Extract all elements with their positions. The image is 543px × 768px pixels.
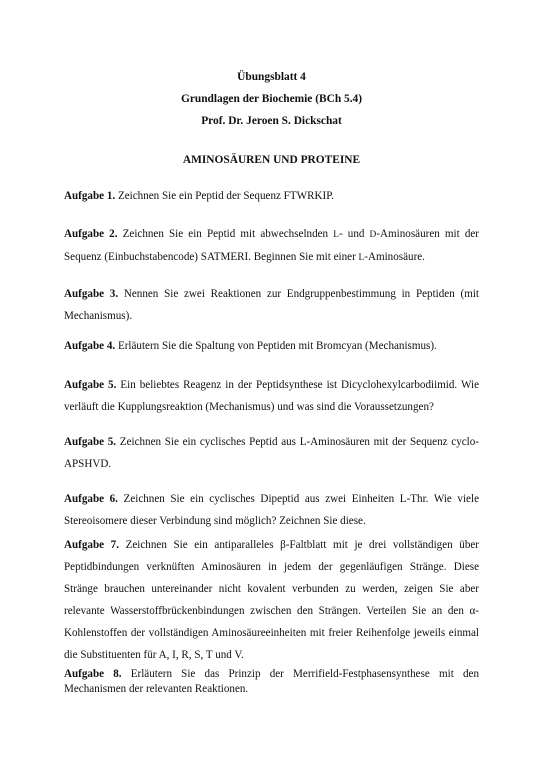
task-text: Zeichnen Sie ein Peptid mit abwechselnden	[117, 228, 334, 240]
author-name: Prof. Dr. Jeroen S. Dickschat	[201, 115, 342, 127]
task-label: Aufgabe 2.	[64, 228, 118, 240]
task-text: -Aminosäuren mit der Sequenz (Einbuchstabencode) SATMERI. Beginnen Sie mit einer	[64, 228, 479, 263]
task-text: Erläutern Sie das Prinzip der Merrifield-Festphasensynthese mit den Mechanismen der relevanten Reaktionen.	[64, 668, 479, 695]
task-5a	[64, 374, 479, 418]
task-label: Aufgabe 5.	[64, 379, 117, 391]
task-5b	[64, 431, 479, 475]
task-text: - und	[338, 228, 370, 240]
task-text: Zeichnen Sie ein Peptid der Sequenz FTWRKIP.	[115, 190, 334, 202]
stereo-descriptor: L	[333, 230, 339, 240]
task-text: Erläutern Sie die Spaltung von Peptiden mit Bromcyan (Mechanismus).	[115, 340, 437, 352]
task-3	[64, 283, 479, 327]
task-8	[64, 667, 479, 697]
task-text: Zeichnen Sie ein cyclisches Dipeptid aus zwei Einheiten L-Thr. Wie viele Stereoisomere dieser Verbindung sind möglich? Zeichnen Sie diese.	[64, 493, 479, 527]
course-title: Grundlagen der Biochemie (BCh 5.4)	[180, 93, 363, 105]
task-label: Aufgabe 5.	[64, 436, 117, 448]
task-text: Zeichnen Sie ein antiparalleles β-Faltblatt mit je drei vollständigen über Peptidbindungen verknüften Aminosäuren in jedem der gegenläufigen Stränge. Diese Stränge brauchen untereinander nicht kovalent verbunden zu werden, zeigen Sie aber relevante Wasserstoffbrückenbindungen zwischen den Strängen. Verteilen Sie an den α-Kohlenstoffen der vollständigen Aminosäureeinheiten mit freier Reihenfolge jeweils einmal die Substituenten für A, I, R, S, T und V.	[64, 539, 479, 661]
task-label: Aufgabe 3.	[64, 288, 119, 300]
task-text: -Aminosäure.	[364, 251, 425, 263]
task-label: Aufgabe 7.	[64, 539, 119, 551]
section-title: AMINOSÄUREN UND PROTEINE	[182, 154, 361, 166]
task-6	[64, 488, 479, 532]
stereo-descriptor: L	[358, 253, 365, 263]
task-label: Aufgabe 1.	[64, 190, 116, 202]
task-text: Nennen Sie zwei Reaktionen zur Endgruppenbestimmung in Peptiden (mit Mechanismus).	[64, 288, 479, 322]
task-text: Zeichnen Sie ein cyclisches Peptid aus L-Aminosäuren mit der Sequenz cyclo-APSHVD.	[64, 436, 479, 470]
stereo-descriptor: D	[369, 230, 377, 240]
task-2	[64, 223, 479, 269]
task-7	[64, 534, 479, 666]
task-label: Aufgabe 6.	[64, 493, 118, 505]
task-4	[64, 335, 479, 357]
task-label: Aufgabe 8.	[64, 668, 122, 680]
task-1	[64, 185, 479, 207]
sheet-title: Übungsblatt 4	[237, 71, 306, 83]
task-label: Aufgabe 4.	[64, 340, 116, 352]
task-text: Ein beliebtes Reagenz in der Peptidsynthese ist Dicyclohexylcarbodiimid. Wie verläuft die Kupplungsreaktion (Mechanismus) und was sind die Voraussetzungen?	[64, 379, 479, 413]
